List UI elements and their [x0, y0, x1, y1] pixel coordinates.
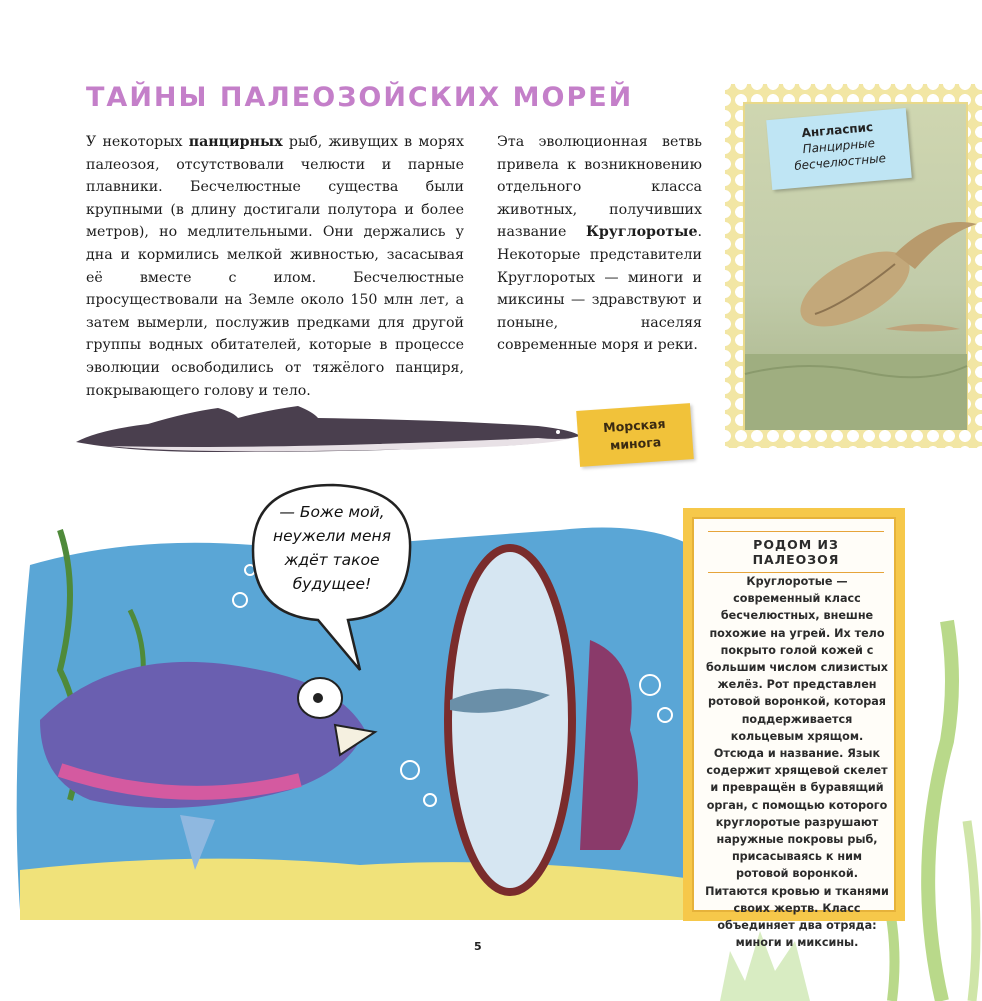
text-run: У некоторых [86, 134, 189, 150]
info-box-text: Круглоротые — современный класс бесчелюстных, внешне похожие на угрей. Их тело покрыто голой кожей с большим числом слизистых желёз. Рот представлен ротовой воронкой, которая поддерживается кольцевым хрящом. Отсюда и название. Язык содержит хрящевой скелет и превращён в буравящий орган, с помощью которого круглоротые разрушают наружные покровы рыб, присасываясь к ним ротовой воронкой. Питаются кровью и тканями своих жертв. Класс объединяет два отряда: миноги и миксины. [705, 575, 889, 950]
lamprey-caption-note [576, 403, 694, 467]
info-box [683, 508, 905, 950]
sea-lamprey-icon [68, 400, 588, 460]
text-column-2 [497, 131, 702, 357]
text-run: рыб, живущих в морях палеозоя, отсутствовали челюсти и парные плавники. Бесчелюстные существа были крупными (в длину достигали полутора и более метров), но медлительными. Они держались у дна и кормились мелкой живностью, засасывая её вместе с илом. Бесчелюстные просуществовали на Земле около 150 млн лет, а затем вымерли, послужив предками для другой группы водных обитателей, которые в процессе эволюции освободились от тяжёлого панциря, покрывающего голову и тело. [86, 134, 464, 399]
text-run: Эта эволюционная ветвь привела к возникновению отдельного класса животных, получивших название [497, 134, 702, 241]
stamp-caption [766, 108, 912, 190]
bold-term: панцирных [188, 134, 283, 150]
stamp-species-group: Панцирные бесчелюстные [793, 135, 887, 173]
stamp-illustration [725, 84, 982, 448]
info-box-panel [692, 517, 896, 950]
page-number: 5 [474, 940, 482, 953]
info-box-title: РОДОМ ИЗ ПАЛЕОЗОЯ [708, 537, 884, 567]
text-column-1 [86, 131, 464, 402]
note-text: Морская минога [602, 415, 666, 453]
bold-term: Круглоротые [585, 224, 698, 241]
stamp-species-name: Англаспис [801, 119, 874, 141]
speech-bubble-text: — Боже мой, неужели меня ждёт такое будущее! [273, 503, 391, 593]
text-run: . Некоторые представители Круглоротых — миноги и миксины — здравствуют и поныне, населяя современные моря и реки. [497, 224, 702, 354]
page-title: ТАЙНЫ ПАЛЕОЗОЙСКИХ МОРЕЙ [86, 82, 634, 113]
